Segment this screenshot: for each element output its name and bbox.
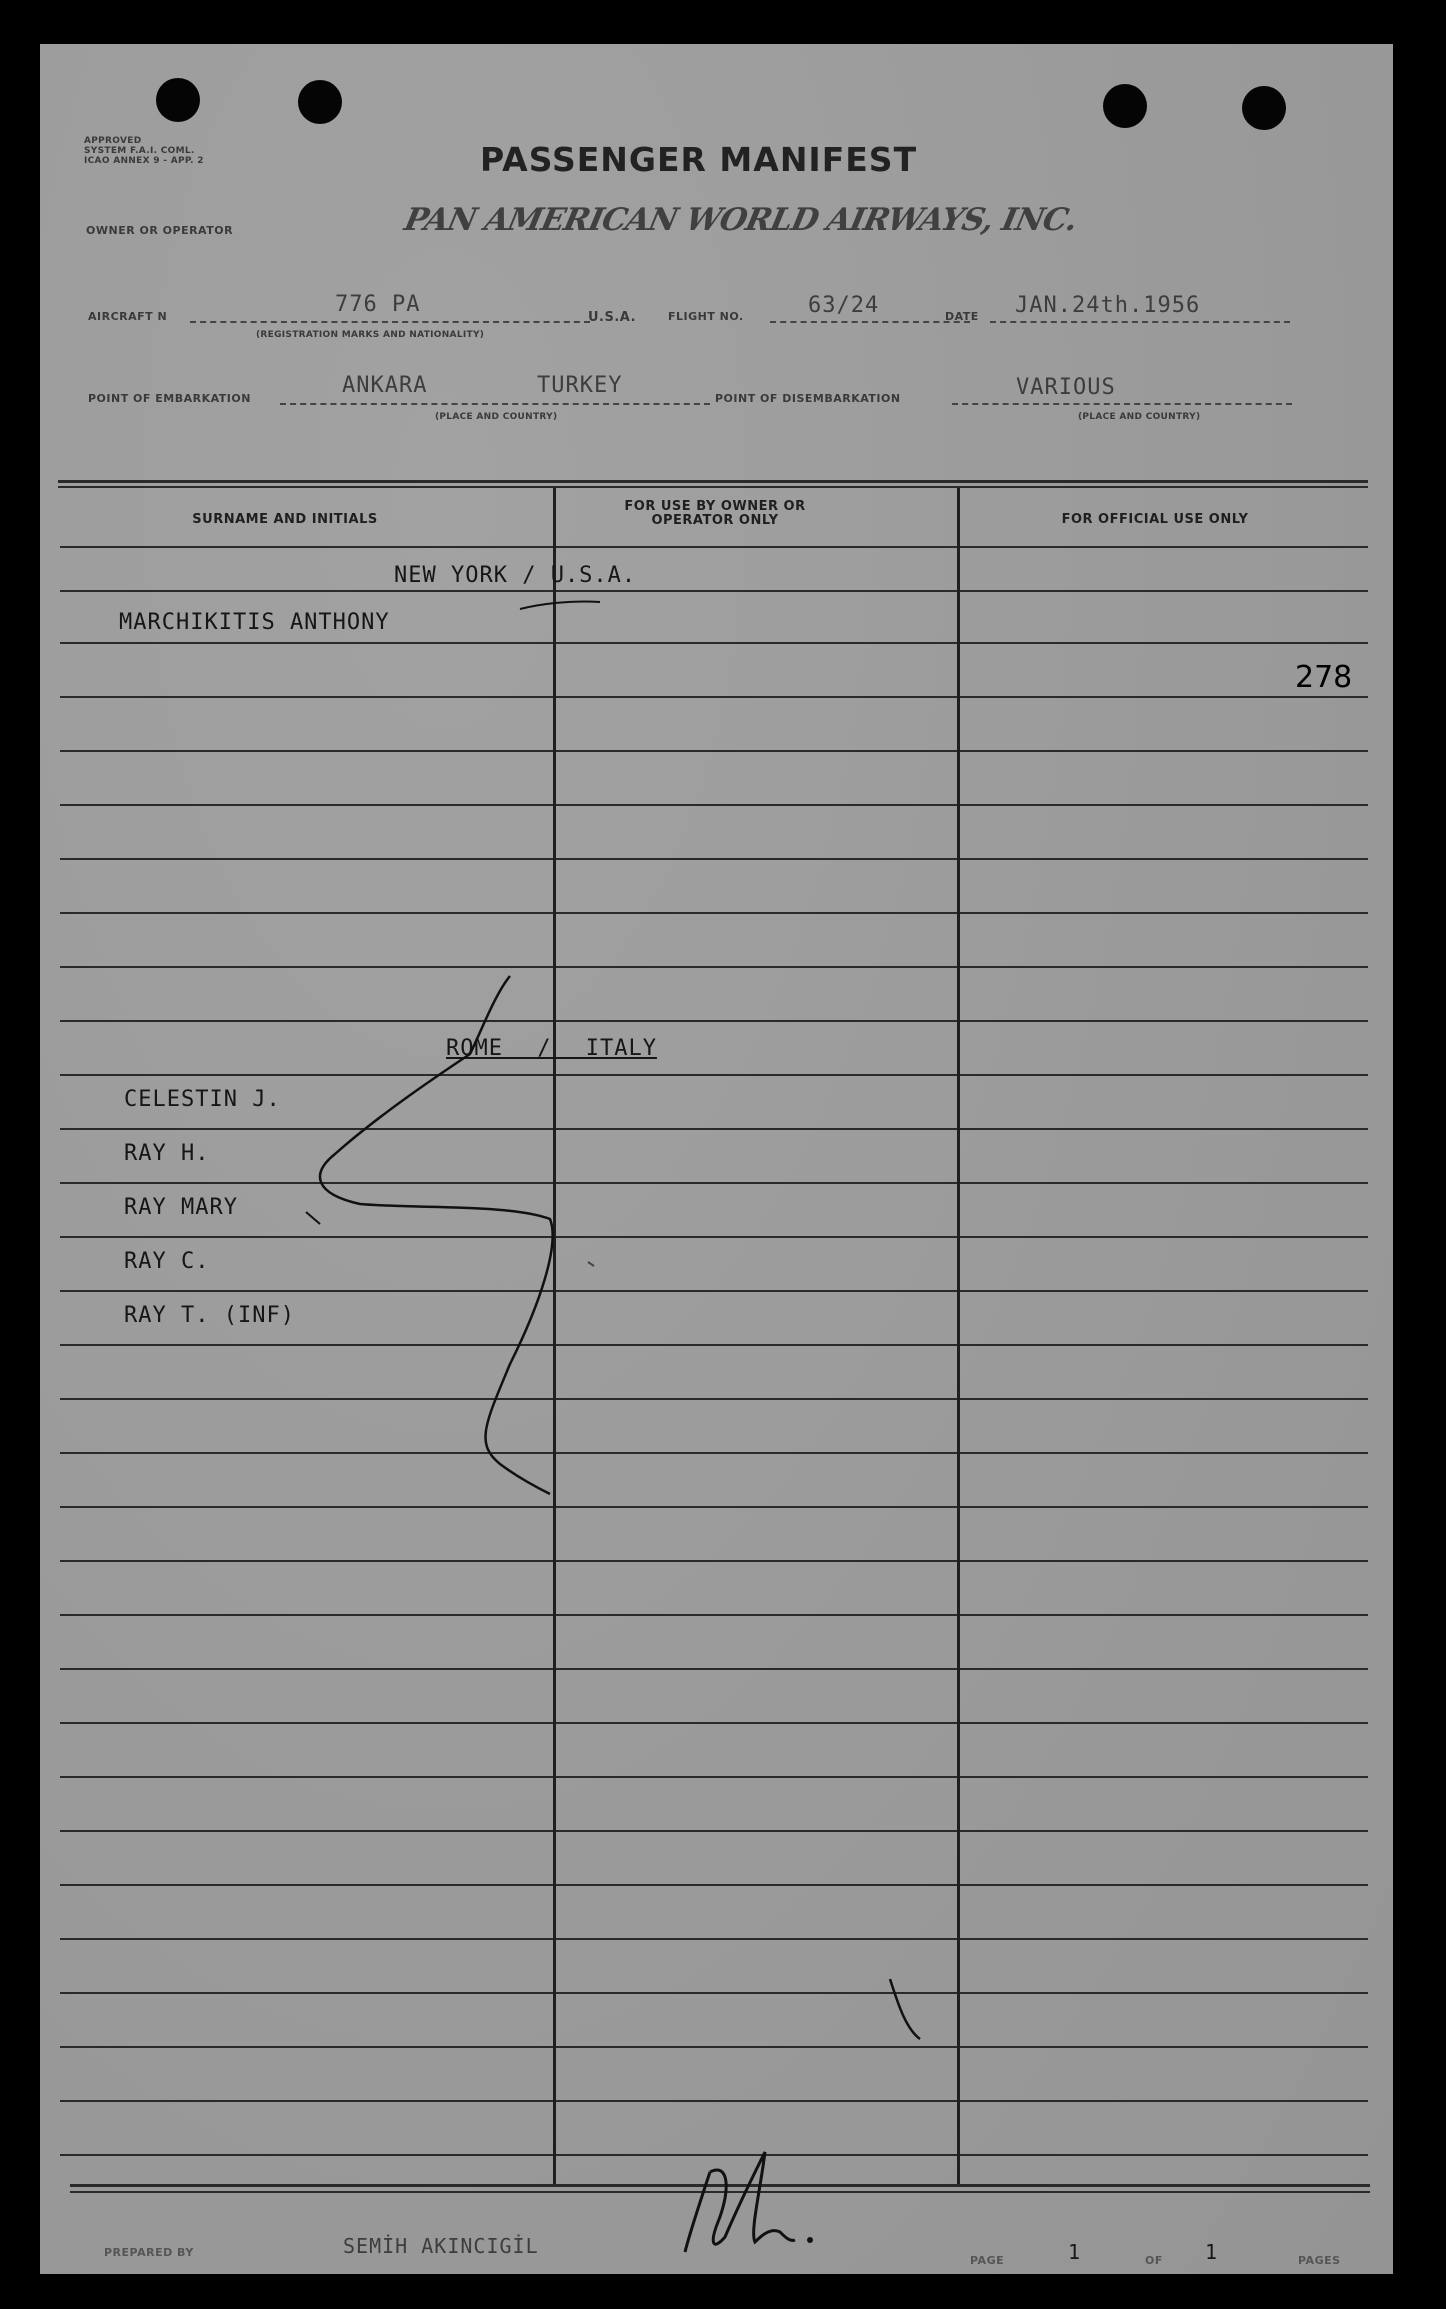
usa-label: U.S.A. <box>588 310 637 325</box>
ruled-line <box>60 1938 1368 1940</box>
approval-line: SYSTEM F.A.I. COML. <box>84 146 195 156</box>
embark-label: POINT OF EMBARKATION <box>88 392 251 405</box>
ruled-line <box>60 1560 1368 1562</box>
column-divider <box>553 488 556 2184</box>
passenger-name: CELESTIN J. <box>124 1087 281 1112</box>
destination-new-york: NEW YORK / U.S.A. <box>394 563 637 588</box>
flight-value: 63/24 <box>808 293 880 318</box>
ruled-line <box>60 546 1368 548</box>
ruled-line <box>60 1452 1368 1454</box>
col-header-official: FOR OFFICIAL USE ONLY <box>1061 512 1249 527</box>
flight-underline <box>770 321 970 323</box>
pages-label: PAGES <box>1298 2254 1341 2267</box>
passenger-name: RAY H. <box>124 1141 210 1166</box>
table-top-rule <box>58 486 1368 488</box>
ruled-line <box>60 1776 1368 1778</box>
embark-underline <box>280 403 710 405</box>
column-divider <box>957 488 960 2184</box>
ruled-line <box>60 1398 1368 1400</box>
passenger-name: MARCHIKITIS ANTHONY <box>119 610 390 635</box>
date-underline <box>990 321 1290 323</box>
ruled-line <box>60 1884 1368 1886</box>
ruled-line <box>60 1992 1368 1994</box>
disembark-caption: (PLACE AND COUNTRY) <box>1078 412 1201 422</box>
operator-name: PAN AMERICAN WORLD AIRWAYS, INC. <box>401 202 1080 238</box>
total-pages: 1 <box>1205 2240 1219 2264</box>
ruled-line <box>60 912 1368 914</box>
ruled-line <box>60 1236 1368 1238</box>
ruled-line <box>60 590 1368 592</box>
disembark-label: POINT OF DISEMBARKATION <box>715 392 901 405</box>
date-label: DATE <box>945 310 979 323</box>
passenger-name: RAY C. <box>124 1249 210 1274</box>
disembark-underline <box>952 403 1292 405</box>
ruled-line <box>60 1182 1368 1184</box>
aircraft-value: 776 PA <box>335 292 421 317</box>
official-stamp-number: 278 <box>1295 660 1353 695</box>
ruled-line <box>60 1344 1368 1346</box>
punch-hole <box>1242 86 1286 130</box>
page-label: PAGE <box>970 2254 1005 2267</box>
punch-hole <box>298 80 342 124</box>
ruled-line <box>60 642 1368 644</box>
ruled-line <box>60 1128 1368 1130</box>
manifest-sheet <box>40 44 1393 2274</box>
ruled-line <box>60 2100 1368 2102</box>
page-number: 1 <box>1068 2240 1082 2264</box>
aircraft-underline <box>190 321 590 323</box>
date-value: JAN.24th.1956 <box>1015 293 1201 318</box>
ruled-line <box>60 1290 1368 1292</box>
ruled-line <box>60 1020 1368 1022</box>
col-header-operator: FOR USE BY OWNER OR OPERATOR ONLY <box>624 499 806 528</box>
ruled-line <box>60 858 1368 860</box>
preparer-signature <box>670 2142 820 2262</box>
table-top-rule <box>58 480 1368 483</box>
aircraft-label: AIRCRAFT N <box>88 310 168 323</box>
punch-hole <box>1103 84 1147 128</box>
embark-country: TURKEY <box>537 373 623 398</box>
destination-rome: ROME / ITALY <box>446 1036 657 1061</box>
registration-caption: (REGISTRATION MARKS AND NATIONALITY) <box>256 330 485 340</box>
ruled-line <box>60 1614 1368 1616</box>
ruled-line <box>60 2046 1368 2048</box>
ruled-line <box>60 966 1368 968</box>
punch-hole <box>156 78 200 122</box>
ruled-line <box>60 1668 1368 1670</box>
preparer-name: SEMİH AKINCIGİL <box>343 2234 539 2258</box>
ruled-line <box>60 1830 1368 1832</box>
approval-line: APPROVED <box>84 136 142 146</box>
form-title: PASSENGER MANIFEST <box>480 140 918 179</box>
col-header-surname: SURNAME AND INITIALS <box>192 512 378 527</box>
embark-caption: (PLACE AND COUNTRY) <box>435 412 558 422</box>
approval-line: ICAO ANNEX 9 - APP. 2 <box>84 156 204 166</box>
of-label: OF <box>1145 2254 1163 2267</box>
ruled-line <box>60 1722 1368 1724</box>
embark-place: ANKARA <box>342 373 428 398</box>
ruled-line <box>60 804 1368 806</box>
disembark-value: VARIOUS <box>1016 375 1116 400</box>
passenger-name: RAY T. (INF) <box>124 1303 295 1328</box>
owner-label: OWNER OR OPERATOR <box>86 224 234 237</box>
flight-label: FLIGHT NO. <box>668 310 744 323</box>
passenger-name: RAY MARY <box>124 1195 238 1220</box>
prepared-by-label: PREPARED BY <box>104 2246 194 2259</box>
ruled-line <box>60 1506 1368 1508</box>
ruled-line <box>60 750 1368 752</box>
ruled-line <box>60 696 1368 698</box>
ruled-line <box>60 1074 1368 1076</box>
